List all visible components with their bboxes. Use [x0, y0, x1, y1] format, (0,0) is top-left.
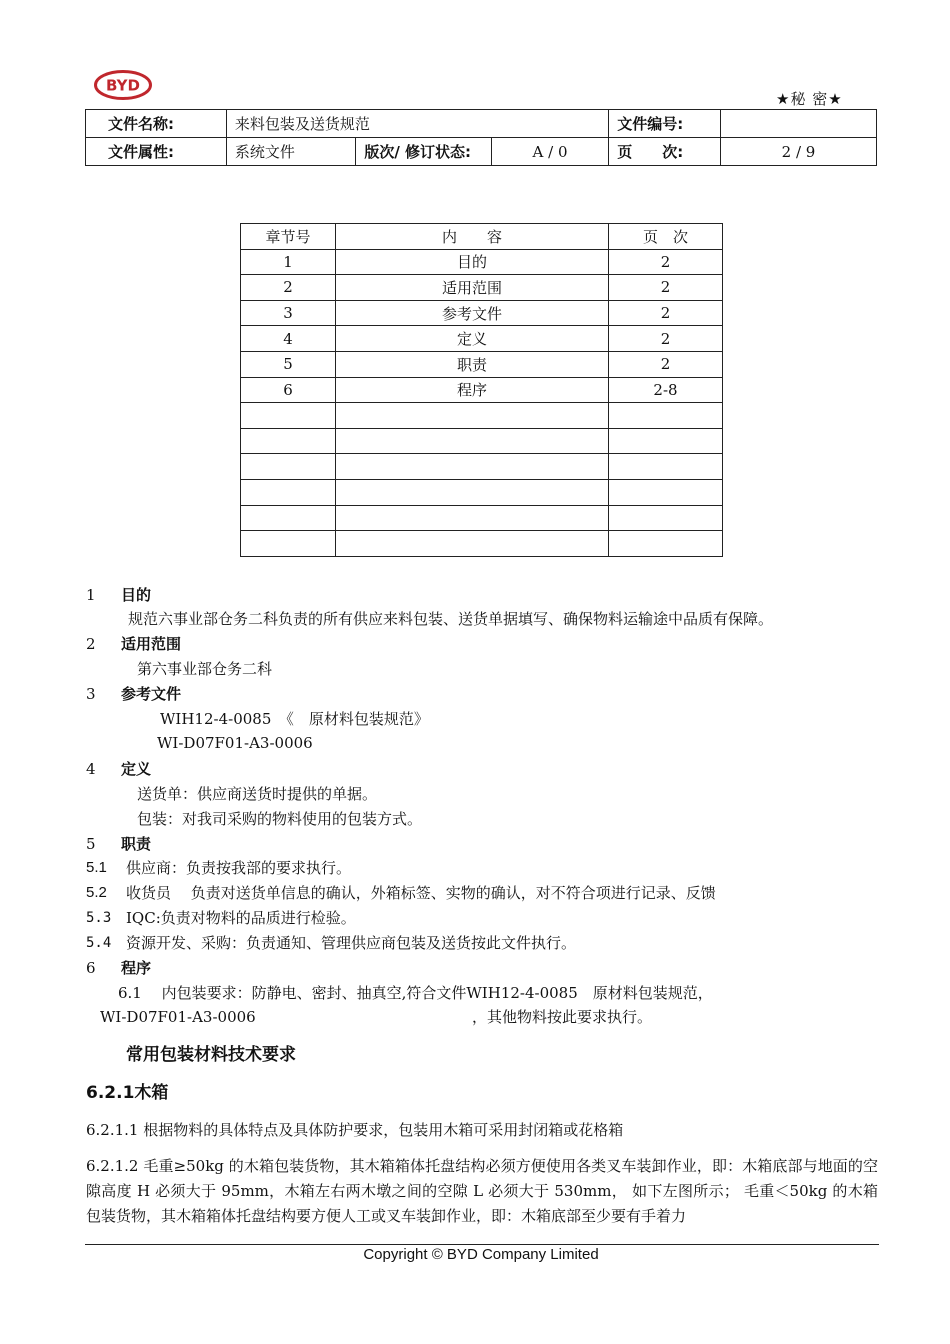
toc-row [241, 275, 723, 301]
section-6-number: 6 [86, 959, 96, 977]
item-5-1-text: 供应商：负责按我部的要求执行。 [126, 859, 352, 877]
item-5-1-number: 5.1 [86, 859, 107, 876]
toc-cell: 2-8 [609, 377, 723, 403]
toc-cell [241, 428, 336, 454]
toc-cell [609, 403, 723, 429]
toc-cell: 6 [241, 377, 336, 403]
toc-cell: 2 [609, 326, 723, 352]
toc-cell [336, 479, 609, 505]
toc-cell: 适用范围 [336, 275, 609, 301]
toc-cell: 职责 [336, 351, 609, 377]
file-attr-value: 系统文件 [226, 138, 355, 166]
toc-row [241, 531, 723, 557]
toc-row [241, 428, 723, 454]
toc-cell [336, 428, 609, 454]
page-label: 页 次: [609, 138, 721, 166]
section-2-text: 第六事业部仓务二科 [137, 660, 273, 678]
copyright-footer: Copyright © BYD Company Limited [363, 1246, 599, 1263]
toc-row [241, 377, 723, 403]
confidential-mark: ★秘 密★ [776, 90, 843, 108]
toc-cell [609, 531, 723, 557]
toc-cell: 3 [241, 300, 336, 326]
toc-cell [336, 403, 609, 429]
section-1-title: 目的 [121, 586, 152, 604]
paragraph-6-2-1-2: 6.2.1.2 毛重≥50kg 的木箱包装货物，其木箱箱体托盘结构必须方便使用各类叉车装卸作业，即：木箱底部与地面的空隙高度 H 必须大于 95mm，木箱左右两木墩之间的空隙 L 必须大于 530mm， 如下左图所示； 毛重＜50kg 的木箱包装货物，其木箱箱体托盘结构要方便人工或叉车装卸作业，即：木箱底部至少要有手着力 [86, 1157, 878, 1225]
version-value: A / 0 [491, 138, 608, 166]
toc-cell [241, 505, 336, 531]
section-2-number: 2 [86, 635, 96, 653]
toc-cell [241, 454, 336, 480]
byd-logo [94, 70, 152, 100]
toc-header-chapter: 章节号 [241, 224, 336, 250]
file-number-value [721, 110, 877, 138]
toc-cell [609, 479, 723, 505]
toc-cell: 程序 [336, 377, 609, 403]
item-6-1-reference: WI-D07F01-A3-0006 [100, 1008, 256, 1026]
reference-2: WI-D07F01-A3-0006 [157, 734, 313, 752]
toc-cell [241, 403, 336, 429]
toc-cell: 定义 [336, 326, 609, 352]
item-6-1-text: 6.1 内包装要求：防静电、密封、抽真空,符合文件WIH12-4-0085 原材料包装规范， [118, 984, 713, 1002]
toc-cell [336, 531, 609, 557]
footer-divider [85, 1244, 879, 1245]
toc-row [241, 249, 723, 275]
section-1-number: 1 [86, 586, 96, 604]
logo-text: BYD [106, 76, 140, 95]
item-5-4-number: 5.4 [86, 935, 112, 951]
toc-cell: 1 [241, 249, 336, 275]
toc-row [241, 300, 723, 326]
reference-1: WIH12-4-0085 《 原材料包装规范》 [160, 710, 429, 728]
toc-row [241, 351, 723, 377]
toc-cell: 2 [241, 275, 336, 301]
definition-1: 送货单：供应商送货时提供的单据。 [137, 785, 378, 803]
toc-cell [336, 505, 609, 531]
subsection-6-2-heading: 常用包装材料技术要求 [126, 1045, 296, 1065]
section-6-title: 程序 [121, 959, 152, 977]
file-name-label: 文件名称: [86, 110, 227, 138]
file-number-label: 文件编号: [609, 110, 721, 138]
section-3-number: 3 [86, 685, 96, 703]
toc-cell: 目的 [336, 249, 609, 275]
toc-header-page: 页 次 [609, 224, 723, 250]
toc-cell [609, 505, 723, 531]
section-4-number: 4 [86, 760, 96, 778]
toc-cell [241, 531, 336, 557]
paragraph-6-2-1-1: 6.2.1.1 根据物料的具体特点及具体防护要求，包装用木箱可采用封闭箱或花格箱 [86, 1121, 624, 1139]
subsection-6-2-1-heading: 6.2.1木箱 [86, 1083, 169, 1103]
item-5-2-number: 5.2 [86, 884, 107, 901]
toc-row [241, 403, 723, 429]
toc-cell [609, 454, 723, 480]
toc-row [241, 454, 723, 480]
toc-row [241, 326, 723, 352]
toc-row [241, 505, 723, 531]
section-5-title: 职责 [121, 835, 152, 853]
toc-header-content: 内 容 [336, 224, 609, 250]
item-5-3-number: 5.3 [86, 910, 112, 926]
toc-cell [241, 479, 336, 505]
toc-cell: 4 [241, 326, 336, 352]
item-5-4-text: 资源开发、采购：负责通知、管理供应商包装及送货按此文件执行。 [126, 934, 577, 952]
toc-cell: 2 [609, 249, 723, 275]
toc-cell [609, 428, 723, 454]
version-label: 版次/ 修订状态: [356, 138, 492, 166]
toc-row [241, 479, 723, 505]
section-5-number: 5 [86, 835, 96, 853]
section-1-text: 规范六事业部仓务二科负责的所有供应来料包装、送货单据填写、确保物料运输途中品质有保障。 [128, 610, 774, 628]
item-5-3-text: IQC:负责对物料的品质进行检验。 [126, 909, 356, 927]
toc-cell: 参考文件 [336, 300, 609, 326]
toc-cell: 2 [609, 351, 723, 377]
file-attr-label: 文件属性: [86, 138, 227, 166]
section-2-title: 适用范围 [121, 635, 182, 653]
item-6-1-continuation: ，其他物料按此要求执行。 [472, 1008, 653, 1026]
page-value: 2 / 9 [721, 138, 877, 166]
section-4-title: 定义 [121, 760, 152, 778]
toc-cell [336, 454, 609, 480]
file-name-value: 来料包装及送货规范 [226, 110, 608, 138]
toc-cell: 2 [609, 300, 723, 326]
toc-cell: 5 [241, 351, 336, 377]
section-3-title: 参考文件 [121, 685, 182, 703]
toc-header-row [241, 224, 723, 250]
definition-2: 包装：对我司采购的物料使用的包装方式。 [137, 810, 423, 828]
table-of-contents [240, 223, 723, 557]
toc-cell: 2 [609, 275, 723, 301]
item-5-2-text: 收货员 负责对送货单信息的确认，外箱标签、实物的确认，对不符合项进行记录、反馈 [126, 884, 716, 902]
document-header-table [85, 109, 877, 166]
